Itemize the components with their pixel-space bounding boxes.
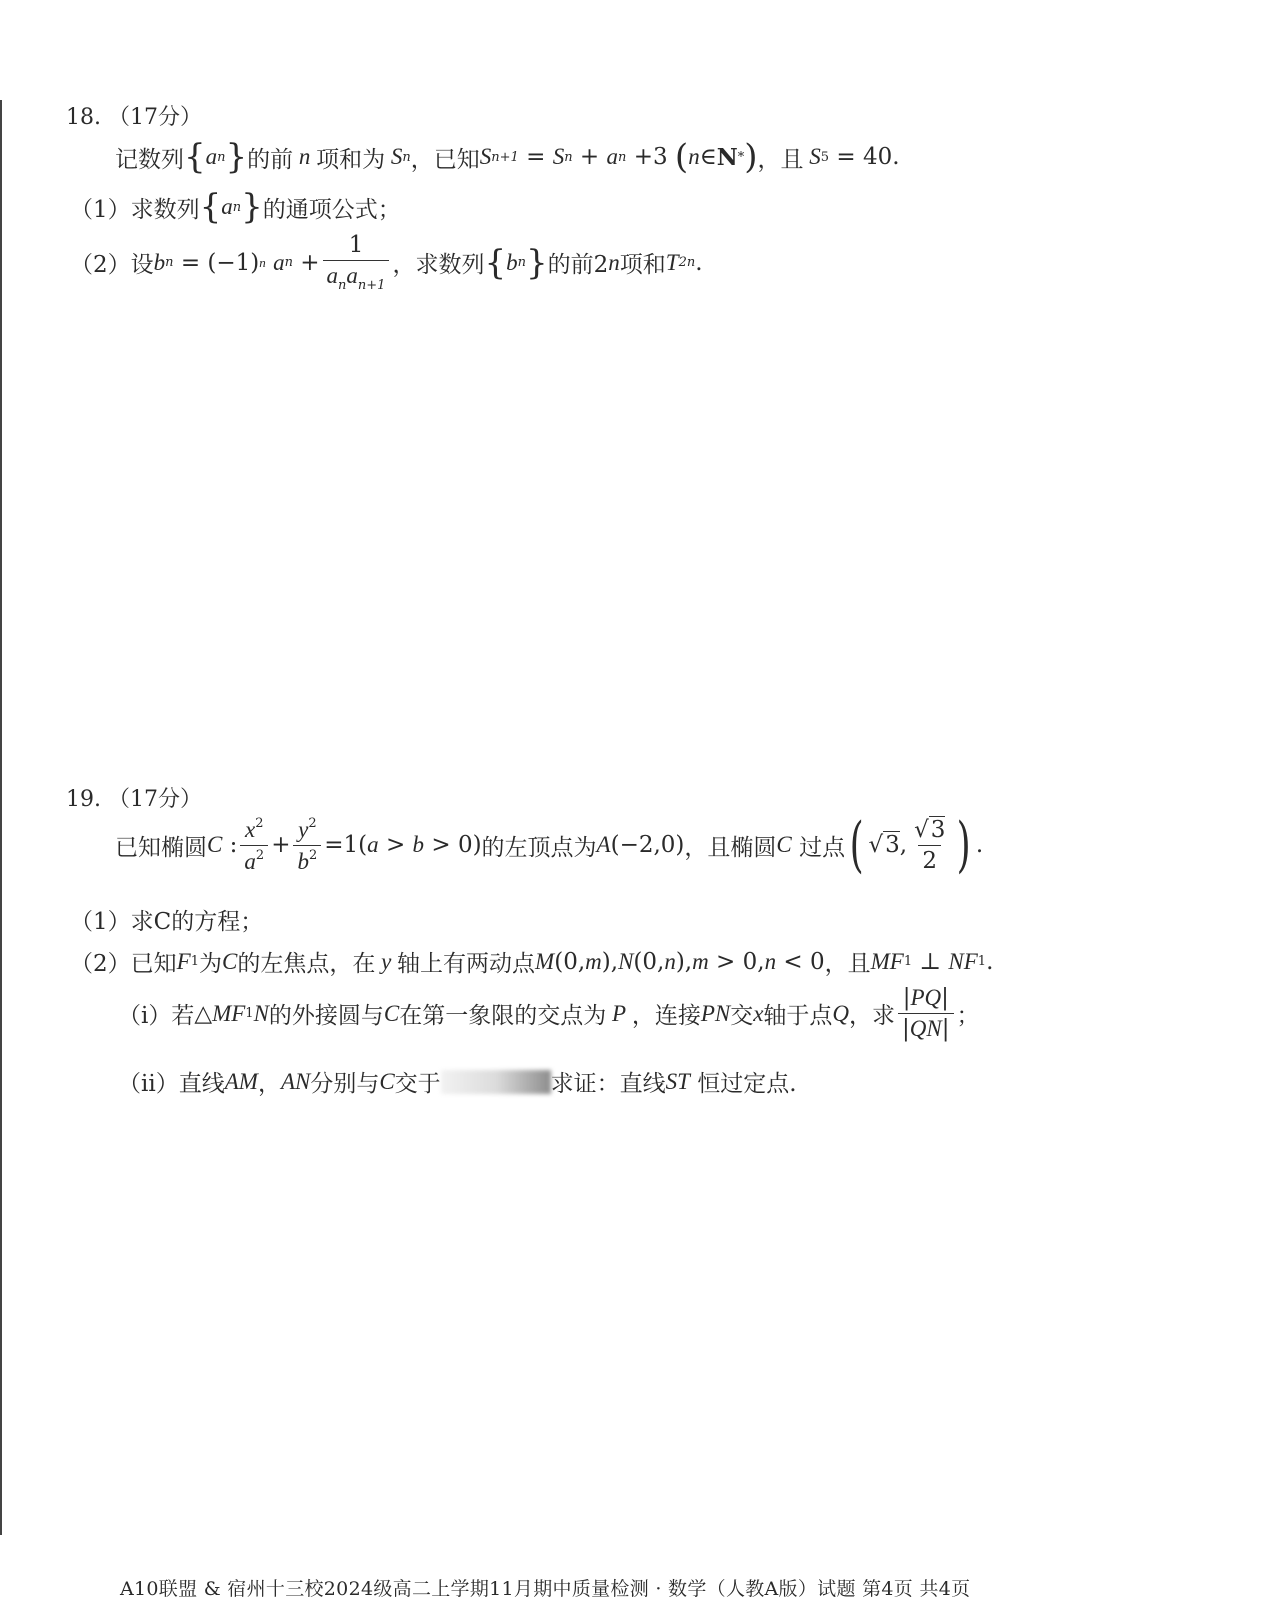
- question-19-part-1: （1） 求C的方程；: [70, 909, 264, 935]
- question-19-subpart-i: （i） 若 △ MF 1 N 的外接圆与 C 在第一象限的交点为 P ，连接 PN 交 x 轴于点 Q ，求 $\frac{|PQ|}{|QN|}$ ；: [118, 985, 980, 1042]
- question-19-stem: 已知椭圆 C : $\frac{x^2}{a^2}$ + $\frac{y^2}{b^2}$ =1( a > b > 0) 的左顶点为 A (−2,0) ，且椭圆 C 过点 ( √3, $\frac{√3}{2}$ ) .: [115, 810, 984, 880]
- question-19: [66, 782, 202, 813]
- question-18-header: 18. （17分）: [66, 105, 202, 130]
- question-18-part-2: （2） 设 b n = (−1) n a n + $\frac{1}{a_na_{n+1}}$ ，求数列 { b n } 的前2 n 项和 T 2n .: [70, 232, 703, 293]
- question-18-stem: 记数列 { a n } 的前 n 项和为 S n ，已知 S n+1 = S n + a n +3 ( n ∈ N * ) ，且 S 5 = 40.: [115, 137, 900, 177]
- fraction: $\frac{x^2}{a^2}$: [240, 816, 268, 875]
- redaction-blur: [441, 1070, 551, 1094]
- question-18: [66, 100, 202, 131]
- fraction: $\frac{y^2}{b^2}$: [293, 816, 321, 875]
- question-19-header: 19. （17分）: [66, 787, 202, 812]
- fraction: $\frac{|PQ|}{|QN|}$: [898, 985, 953, 1042]
- question-18-part-1: （1） 求数列 { a n } 的通项公式；: [70, 187, 401, 227]
- question-19-part-2: （2） 已知 F 1 为 C 的左焦点，在 y 轴上有两动点 M (0, m ), N (0, n ), m > 0, n < 0 ，且 MF 1 ⊥ NF 1 .: [70, 948, 994, 977]
- page-footer: A10联盟 & 宿州十三校2024级高二上学期11月期中质量检测 · 数学（人教A版）试题 第4页 共4页: [120, 1578, 971, 1600]
- fraction: $\frac{√3}{2}$: [914, 816, 946, 874]
- question-19-subpart-ii: （ii） 直线 AM ， AN 分别与 C 交于 求证：直线 ST 恒过定点.: [118, 1068, 797, 1097]
- left-margin-rule: [0, 100, 2, 1535]
- fraction: $\frac{1}{a_na_{n+1}}$: [323, 232, 390, 293]
